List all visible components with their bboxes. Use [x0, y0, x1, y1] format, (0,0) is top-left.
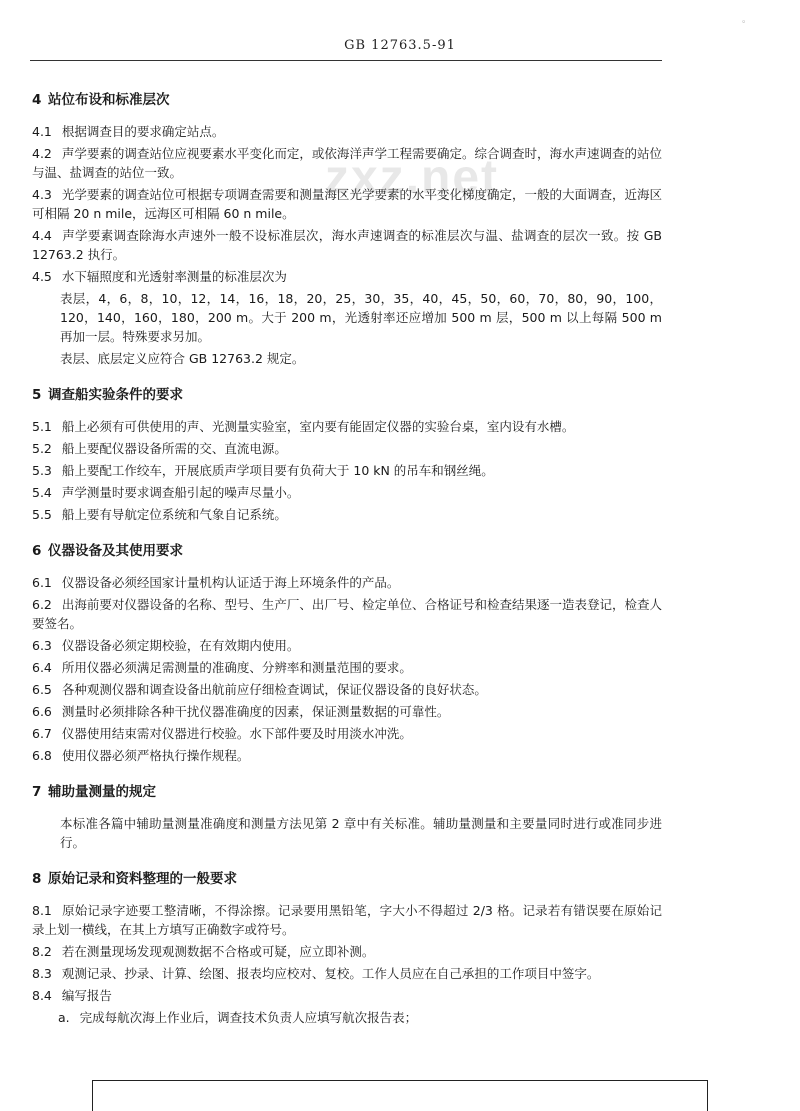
clause-4-3: 4.3 光学要素的调查站位可根据专项调查需要和测量海区光学要素的水平变化梯度确定，一般的大面调查，近海区可相隔 20 n mile，远海区可相隔 60 n mile。 — [32, 187, 662, 221]
page-header-standard-code: GB 12763.5-91 — [344, 38, 456, 53]
clause-6-4: 6.4 所用仪器必须满足需测量的准确度、分辨率和测量范围的要求。 — [32, 660, 412, 675]
section-8 — [32, 869, 662, 1027]
standard-layers-list: 表层，4，6，8，10，12，14，16，18，20，25，30，35，40，45，50，60，70，80，90，100，120，140，160，180，200 m。大于 200 m，光透射率还应增加 500 m 层，500 m 以上每隔 500 m 再加一层。特殊要求另加。 — [60, 291, 662, 344]
section-heading: 4 站位布设和标准层次 — [32, 92, 170, 108]
clause-6-2: 6.2 出海前要对仪器设备的名称、型号、生产厂、出厂号、检定单位、合格证号和检查结果逐一造表登记，检查人要签名。 — [32, 597, 662, 631]
section-heading: 6 仪器设备及其使用要求 — [32, 543, 183, 559]
corner-mark: 。 — [742, 15, 752, 25]
section-heading: 8 原始记录和资料整理的一般要求 — [32, 871, 237, 887]
clause-5-3: 5.3 船上要配工作绞车，开展底质声学项目要有负荷大于 10 kN 的吊车和钢丝绳。 — [32, 463, 494, 478]
layer-definition-note: 表层、底层定义应符合 GB 12763.2 规定。 — [60, 351, 305, 366]
section-7-body: 本标准各篇中辅助量测量准确度和测量方法见第 2 章中有关标准。辅助量测量和主要量同时进行或准同步进行。 — [60, 816, 662, 850]
clause-5-1: 5.1 船上必须有可供使用的声、光测量实验室，室内要有能固定仪器的实验台桌，室内设有水槽。 — [32, 419, 575, 434]
clause-8-3: 8.3 观测记录、抄录、计算、绘图、报表均应校对、复校。工作人员应在自己承担的工作项目中签字。 — [32, 966, 600, 981]
footer-box — [92, 1080, 708, 1111]
watermark: zxz.net — [325, 151, 500, 204]
clause-6-6: 6.6 测量时必须排除各种干扰仪器准确度的因素，保证测量数据的可靠性。 — [32, 704, 450, 719]
clause-5-2: 5.2 船上要配仪器设备所需的交、直流电源。 — [32, 441, 287, 456]
clause-4-1: 4.1 根据调查目的要求确定站点。 — [32, 124, 225, 139]
clause-8-4-a: a. 完成每航次海上作业后，调查技术负责人应填写航次报告表； — [58, 1010, 418, 1025]
clause-4-2: 4.2 声学要素的调查站位应视要素水平变化而定，或依海洋声学工程需要确定。综合调查时，海水声速调查的站位与温、盐调查的站位一致。 — [32, 146, 662, 180]
clause-4-5: 4.5 水下辐照度和光透射率测量的标准层次为 — [32, 269, 287, 284]
clause-8-1: 8.1 原始记录字迹要工整清晰，不得涂擦。记录要用黑铅笔，字大小不得超过 2/3 格。记录若有错误要在原始记录上划一横线，在其上方填写正确数字或符号。 — [32, 903, 662, 937]
header-rule — [30, 60, 662, 61]
section-4 — [32, 90, 662, 368]
clause-6-5: 6.5 各种观测仪器和调查设备出航前应仔细检查调试，保证仪器设备的良好状态。 — [32, 682, 487, 697]
section-heading: 7 辅助量测量的规定 — [32, 784, 156, 800]
clause-8-4: 8.4 编写报告 — [32, 988, 112, 1003]
section-heading: 5 调查船实验条件的要求 — [32, 387, 183, 403]
clause-5-4: 5.4 声学测量时要求调查船引起的噪声尽量小。 — [32, 485, 300, 500]
section-6 — [32, 541, 662, 765]
clause-4-4: 4.4 声学要素调查除海水声速外一般不设标准层次，海水声速调查的标准层次与温、盐调查的层次一致。按 GB 12763.2 执行。 — [32, 228, 662, 262]
clause-6-3: 6.3 仪器设备必须定期校验，在有效期内使用。 — [32, 638, 300, 653]
section-7 — [32, 782, 662, 852]
clause-6-7: 6.7 仪器使用结束需对仪器进行校验。水下部件要及时用淡水冲洗。 — [32, 726, 412, 741]
section-5 — [32, 385, 662, 524]
clause-8-2: 8.2 若在测量现场发现观测数据不合格或可疑，应立即补测。 — [32, 944, 375, 959]
clause-6-8: 6.8 使用仪器必须严格执行操作规程。 — [32, 748, 250, 763]
document-body — [32, 90, 662, 1030]
clause-6-1: 6.1 仪器设备必须经国家计量机构认证适于海上环境条件的产品。 — [32, 575, 400, 590]
clause-5-5: 5.5 船上要有导航定位系统和气象自记系统。 — [32, 507, 287, 522]
